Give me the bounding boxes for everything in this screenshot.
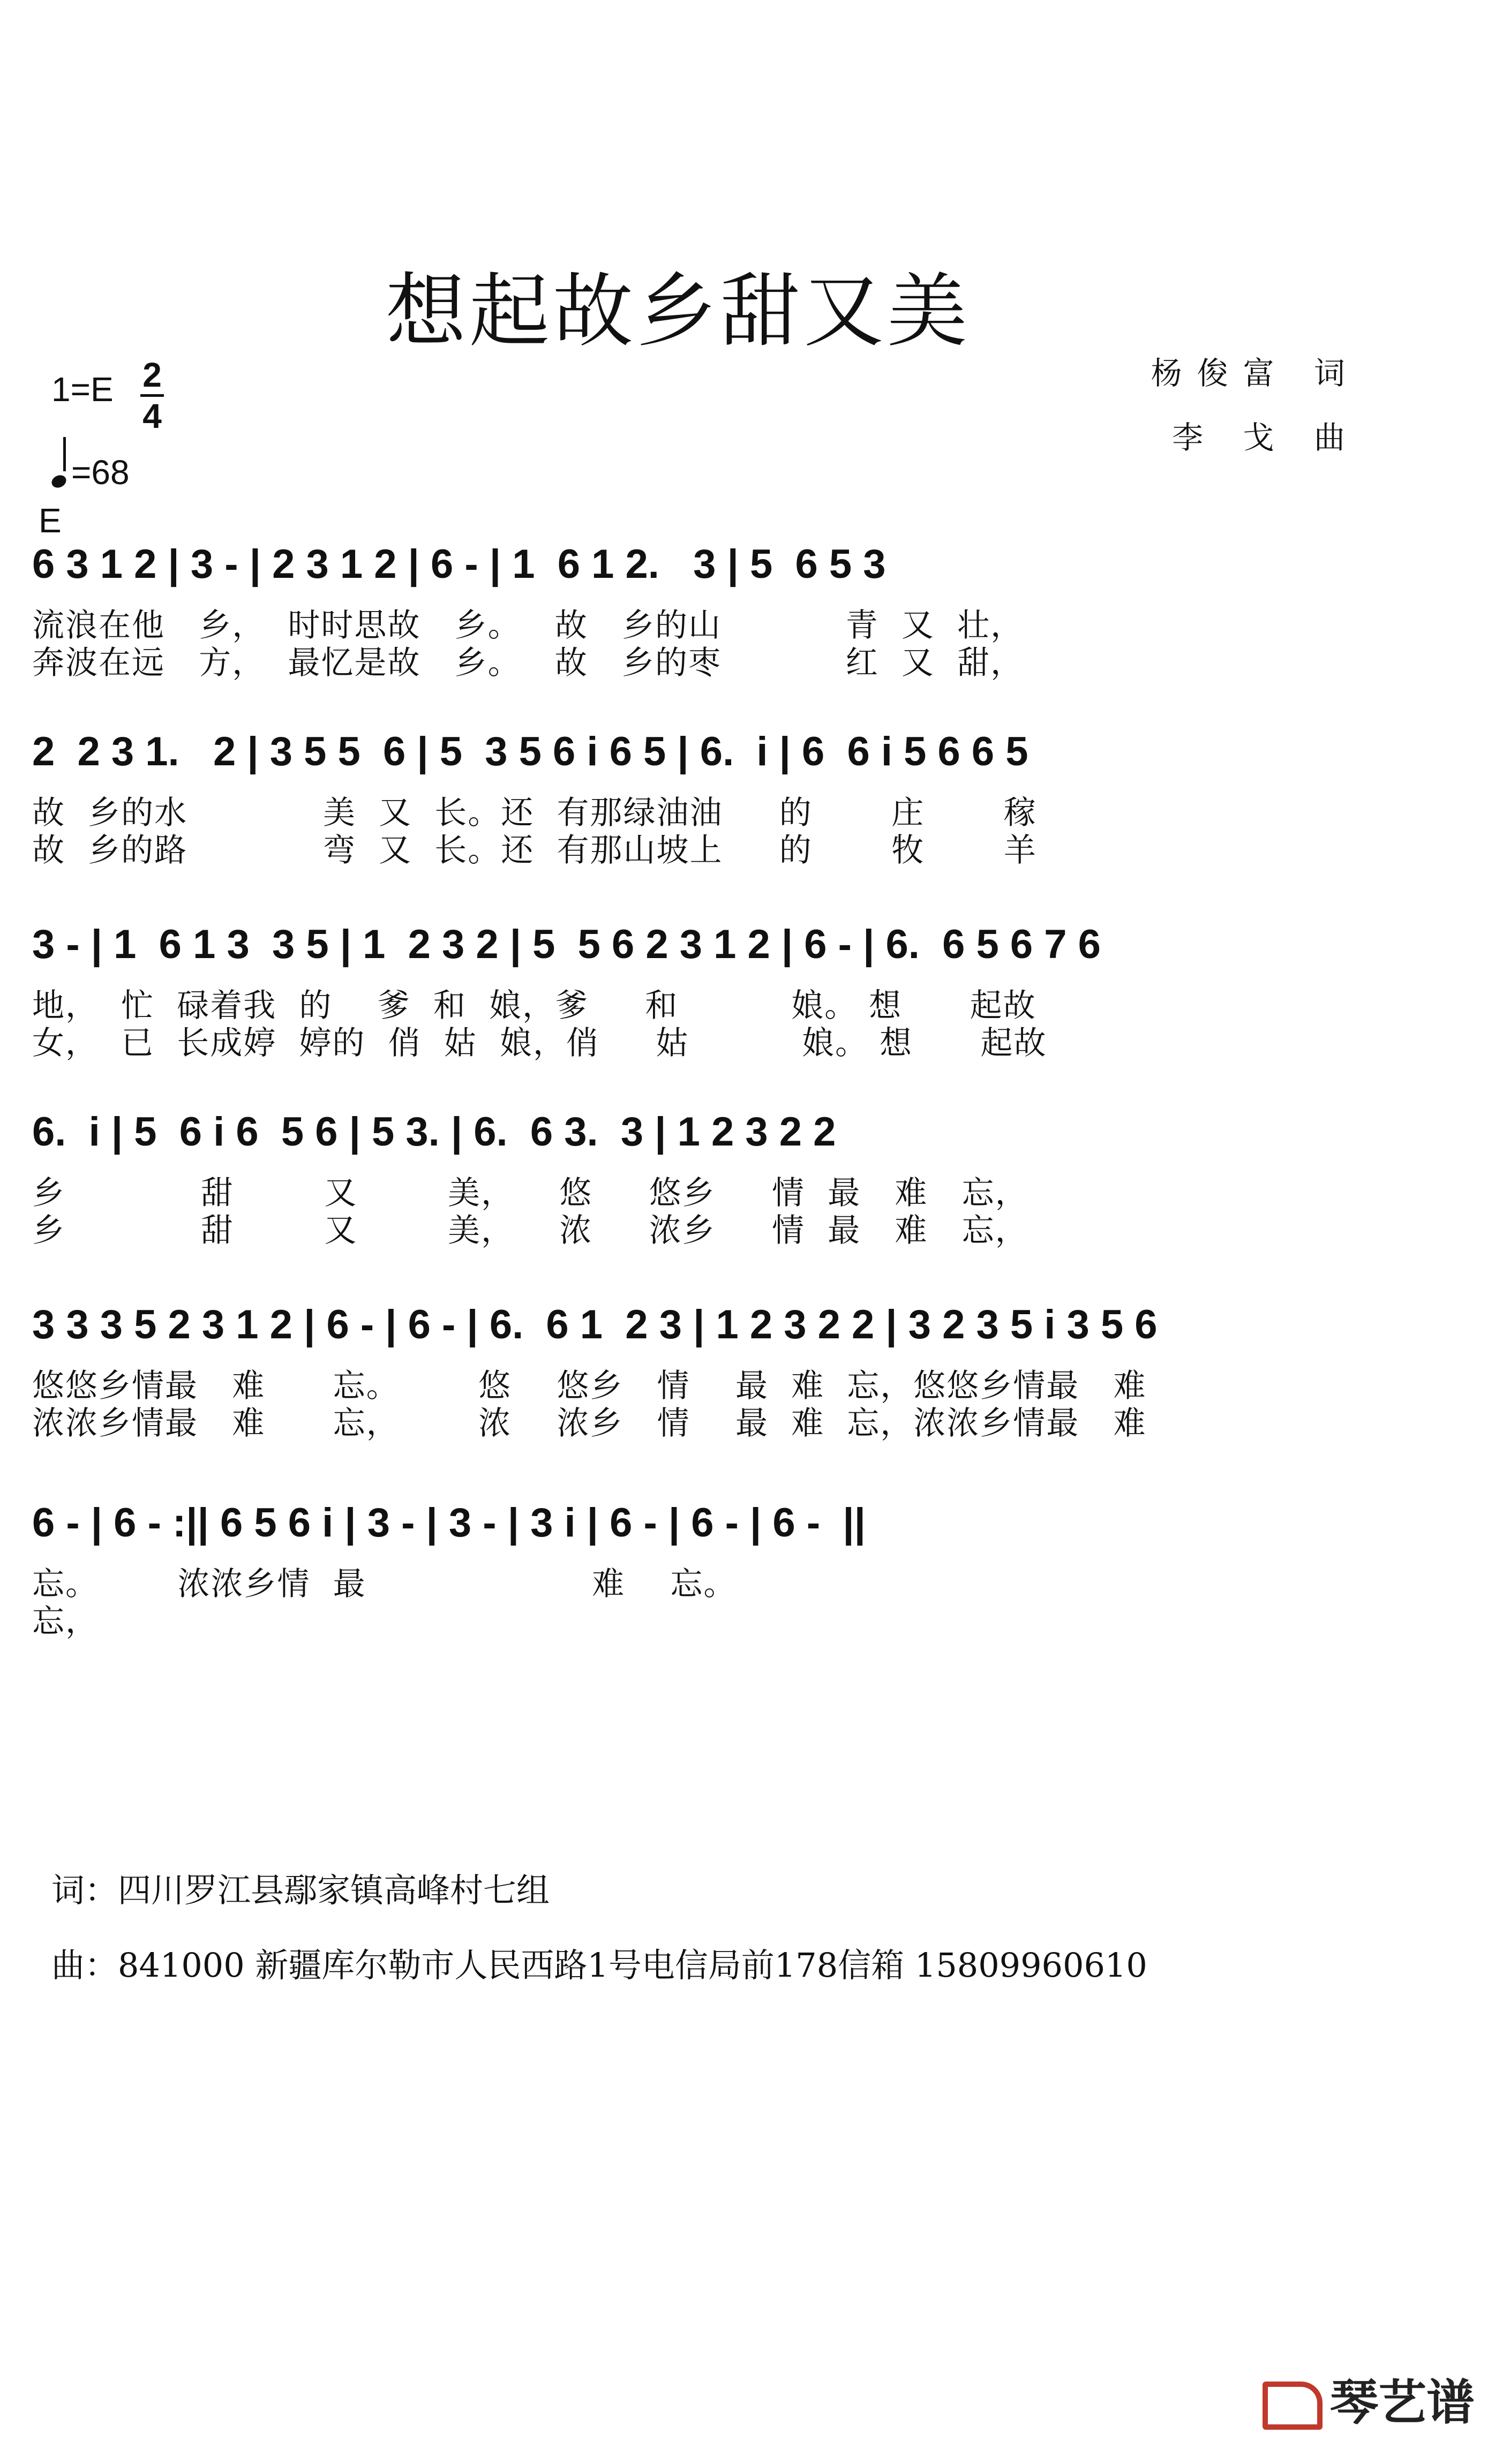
- notation-line: 2 2 3 1. 2 | 3 5 5 6 | 5 3 5 6 i 6 5 | 6. i | 6 6 i 5 6 6 5: [32, 729, 1028, 774]
- lyric-verse-2: 乡 甜 又 美， 浓 浓乡 情 最 难 忘，: [32, 1212, 1028, 1249]
- lyric-verse-1: 忘。 浓浓乡情 最 难 忘。: [32, 1565, 737, 1603]
- lyricist-credit: 杨俊富 词: [1151, 355, 1360, 391]
- tempo-mark: [51, 450, 130, 492]
- lyric-verse-1: 乡 甜 又 美， 悠 悠乡 情 最 难 忘，: [32, 1174, 1028, 1212]
- notation-line: 3 3 3 5 2 3 1 2 | 6 - | 6 - | 6. 6 1 2 3 | 1 2 3 2 2 | 3 2 3 5 i 3 5 6: [32, 1302, 1158, 1347]
- site-logo: [1263, 2363, 1475, 2433]
- composer-address: 曲：841000 新疆库尔勒市人民西路1号电信局前178信箱 15809960610: [51, 1946, 1147, 1985]
- page-title: 想起故乡甜又美: [386, 265, 971, 358]
- lyricist-address: 词：四川罗江县鄢家镇高峰村七组: [51, 1871, 550, 1910]
- logo-text: 琴艺谱: [1330, 2375, 1475, 2431]
- notation-line: 6 3 1 2 | 3 - | 2 3 1 2 | 6 - | 1 6 1 2. 3 | 5 6 5 3: [32, 541, 886, 587]
- lyric-verse-2: 忘，: [32, 1603, 99, 1640]
- notation-line: 3 - | 1 6 1 3 3 5 | 1 2 3 2 | 5 5 6 2 3 1 2 | 6 - | 6. 6 5 6 7 6: [32, 922, 1101, 967]
- meter-bottom: 4: [142, 397, 162, 435]
- logo-mark-icon: [1263, 2382, 1323, 2430]
- quarter-note-icon: [50, 473, 69, 490]
- lyric-verse-2: 女， 已 长成婷 婷的 俏 姑 娘，俏 姑 娘。 想 起故: [32, 1024, 1047, 1062]
- lyric-verse-2: 奔波在远 方， 最忆是故 乡。 故 乡的枣 红 又 甜，: [32, 644, 1024, 682]
- lyric-verse-2: 故 乡的路 弯 又 长。还 有那山坡上 的 牧 羊: [32, 832, 1037, 869]
- chord-symbol: E: [39, 501, 62, 540]
- lyric-verse-1: 地， 忙 碌着我 的 爹 和 娘，爹 和 娘。 想 起故: [32, 987, 1036, 1024]
- lyric-verse-1: 悠悠乡情最 难 忘。 悠 悠乡 情 最 难 忘，悠悠乡情最 难: [32, 1367, 1147, 1405]
- notation-line: 6. i | 5 6 i 6 5 6 | 5 3. | 6. 6 3. 3 | 1 2 3 2 2: [32, 1109, 836, 1155]
- tempo-value: =68: [71, 453, 130, 492]
- time-signature: [140, 356, 164, 435]
- lyric-verse-1: 故 乡的水 美 又 长。还 有那绿油油 的 庄 稼: [32, 794, 1037, 832]
- meter-top: 2: [142, 356, 162, 394]
- key-signature: 1=E: [51, 370, 114, 409]
- notation-line: 6 - | 6 - :|| 6 5 6 i | 3 - | 3 - | 3 i | 6 - | 6 - | 6 - ||: [32, 1500, 866, 1546]
- composer-credit: 李 戈 曲: [1172, 419, 1360, 456]
- lyric-verse-2: 浓浓乡情最 难 忘， 浓 浓乡 情 最 难 忘，浓浓乡情最 难: [32, 1405, 1147, 1442]
- lyric-verse-1: 流浪在他 乡， 时时思故 乡。 故 乡的山 青 又 壮，: [32, 607, 1024, 644]
- note-stem: [63, 437, 66, 471]
